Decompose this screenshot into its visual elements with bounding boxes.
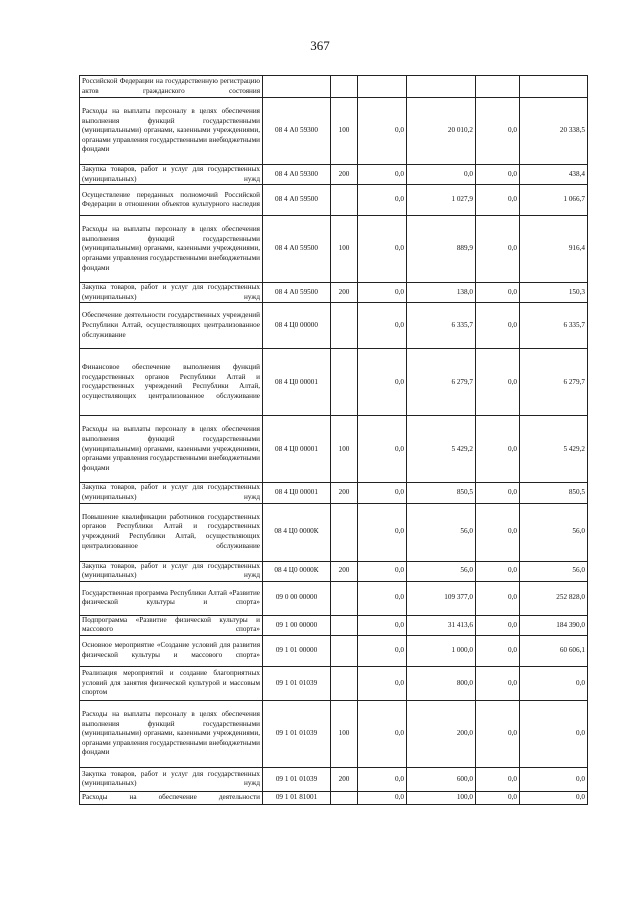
amount-cell-1: 0,0 xyxy=(358,98,407,165)
table-row xyxy=(80,483,588,503)
table-row xyxy=(80,76,588,98)
table-row xyxy=(80,98,588,165)
expense-type-cell: 100 xyxy=(331,416,358,483)
amount-cell-4: 0,0 xyxy=(520,700,588,767)
table-row xyxy=(80,581,588,615)
amount-cell-3: 0,0 xyxy=(476,216,520,283)
expense-name-cell: Расходы на выплаты персоналу в целях обеспечения выполнения функций государственными (муниципальными) органами, казенными учреждениями, органами управления государственными внебюджетными фондами xyxy=(80,98,263,165)
table-row xyxy=(80,791,588,804)
expense-name-cell: Закупка товаров, работ и услуг для государственных (муниципальных) нужд xyxy=(80,561,263,581)
expense-type-cell: 200 xyxy=(331,283,358,303)
budget-table xyxy=(79,75,588,805)
amount-cell-3: 0,0 xyxy=(476,283,520,303)
amount-cell-1: 0,0 xyxy=(358,185,407,216)
amount-cell-3: 0,0 xyxy=(476,503,520,561)
table-row xyxy=(80,216,588,283)
table-row xyxy=(80,666,588,700)
target-code-cell: 09 1 01 01039 xyxy=(263,767,331,791)
amount-cell-4: 916,4 xyxy=(520,216,588,283)
amount-cell-3: 0,0 xyxy=(476,581,520,615)
expense-name-cell: Повышение квалификации работников государственных органов Республики Алтай и государственных учреждений Республики Алтай, осуществляющих централизованное обслуживание xyxy=(80,503,263,561)
expense-type-cell xyxy=(331,791,358,804)
amount-cell-2: 6 335,7 xyxy=(407,303,476,349)
amount-cell-3: 0,0 xyxy=(476,303,520,349)
amount-cell-2: 850,5 xyxy=(407,483,476,503)
expense-type-cell: 100 xyxy=(331,700,358,767)
expense-name-cell: Государственная программа Республики Алтай «Развитие физической культуры и спорта» xyxy=(80,581,263,615)
target-code-cell: 09 1 01 01039 xyxy=(263,700,331,767)
expense-name-cell: Реализация мероприятий и создание благоприятных условий для занятия физической культурой и массовым спортом xyxy=(80,666,263,700)
expense-type-cell xyxy=(331,615,358,635)
amount-cell-1: 0,0 xyxy=(358,767,407,791)
amount-cell-3: 0,0 xyxy=(476,791,520,804)
amount-cell-2: 600,0 xyxy=(407,767,476,791)
amount-cell-2 xyxy=(407,76,476,98)
amount-cell-3: 0,0 xyxy=(476,615,520,635)
amount-cell-1 xyxy=(358,76,407,98)
amount-cell-3: 0,0 xyxy=(476,767,520,791)
amount-cell-2: 56,0 xyxy=(407,503,476,561)
expense-name-cell: Расходы на выплаты персоналу в целях обеспечения выполнения функций государственными (муниципальными) органами, казенными учреждениями, органами управления государственными внебюджетными фондами xyxy=(80,700,263,767)
amount-cell-4: 20 338,5 xyxy=(520,98,588,165)
amount-cell-4: 60 606,1 xyxy=(520,635,588,666)
target-code-cell: 08 4 Ц0 00001 xyxy=(263,349,331,416)
target-code-cell: 09 1 01 81001 xyxy=(263,791,331,804)
expense-name-cell: Обеспечение деятельности государственных учреждений Республики Алтай, осуществляющих централизованное обслуживание xyxy=(80,303,263,349)
amount-cell-4: 56,0 xyxy=(520,503,588,561)
target-code-cell: 08 4 А0 59500 xyxy=(263,216,331,283)
amount-cell-4: 850,5 xyxy=(520,483,588,503)
amount-cell-1: 0,0 xyxy=(358,503,407,561)
amount-cell-2: 20 010,2 xyxy=(407,98,476,165)
amount-cell-3: 0,0 xyxy=(476,349,520,416)
amount-cell-2: 56,0 xyxy=(407,561,476,581)
expense-type-cell xyxy=(331,303,358,349)
amount-cell-2: 138,0 xyxy=(407,283,476,303)
target-code-cell: 08 4 А0 59300 xyxy=(263,165,331,185)
expense-name-cell: Закупка товаров, работ и услуг для государственных (муниципальных) нужд xyxy=(80,767,263,791)
table-row xyxy=(80,635,588,666)
amount-cell-2: 1 027,9 xyxy=(407,185,476,216)
expense-type-cell: 200 xyxy=(331,165,358,185)
amount-cell-1: 0,0 xyxy=(358,791,407,804)
amount-cell-4: 5 429,2 xyxy=(520,416,588,483)
amount-cell-4: 1 066,7 xyxy=(520,185,588,216)
expense-name-cell: Закупка товаров, работ и услуг для государственных (муниципальных) нужд xyxy=(80,165,263,185)
target-code-cell: 09 1 00 00000 xyxy=(263,615,331,635)
table-row xyxy=(80,615,588,635)
target-code-cell: 09 1 01 01039 xyxy=(263,666,331,700)
amount-cell-4: 184 390,0 xyxy=(520,615,588,635)
amount-cell-1: 0,0 xyxy=(358,635,407,666)
target-code-cell: 08 4 Ц0 00001 xyxy=(263,416,331,483)
amount-cell-4: 252 828,0 xyxy=(520,581,588,615)
table-row xyxy=(80,349,588,416)
target-code-cell: 08 4 Ц0 00000 xyxy=(263,303,331,349)
expense-type-cell: 100 xyxy=(331,216,358,283)
amount-cell-1: 0,0 xyxy=(358,581,407,615)
amount-cell-2: 31 413,6 xyxy=(407,615,476,635)
amount-cell-3: 0,0 xyxy=(476,185,520,216)
amount-cell-3: 0,0 xyxy=(476,165,520,185)
amount-cell-4: 0,0 xyxy=(520,767,588,791)
amount-cell-1: 0,0 xyxy=(358,283,407,303)
amount-cell-1: 0,0 xyxy=(358,416,407,483)
amount-cell-2: 200,0 xyxy=(407,700,476,767)
amount-cell-2: 6 279,7 xyxy=(407,349,476,416)
amount-cell-3: 0,0 xyxy=(476,700,520,767)
expense-name-cell: Подпрограмма «Развитие физической культуры и массового спорта» xyxy=(80,615,263,635)
expense-type-cell: 200 xyxy=(331,483,358,503)
target-code-cell: 08 4 Ц0 00001 xyxy=(263,483,331,503)
expense-type-cell xyxy=(331,503,358,561)
amount-cell-4: 6 335,7 xyxy=(520,303,588,349)
page-number: 367 xyxy=(310,38,330,53)
amount-cell-2: 109 377,0 xyxy=(407,581,476,615)
amount-cell-4: 56,0 xyxy=(520,561,588,581)
table-row xyxy=(80,283,588,303)
expense-name-cell: Финансовое обеспечение выполнения функций государственных органов Республики Алтай и государственных учреждений Республики Алтай, осуществляющих централизованное обслуживание xyxy=(80,349,263,416)
expense-type-cell: 200 xyxy=(331,561,358,581)
amount-cell-4: 0,0 xyxy=(520,791,588,804)
amount-cell-3 xyxy=(476,76,520,98)
amount-cell-1: 0,0 xyxy=(358,561,407,581)
expense-type-cell xyxy=(331,76,358,98)
amount-cell-3: 0,0 xyxy=(476,416,520,483)
target-code-cell: 08 4 Ц0 0000К xyxy=(263,503,331,561)
expense-type-cell xyxy=(331,635,358,666)
amount-cell-1: 0,0 xyxy=(358,666,407,700)
expense-name-cell: Расходы на выплаты персоналу в целях обеспечения выполнения функций государственными (муниципальными) органами, казенными учреждениями, органами управления государственными внебюджетными фондами xyxy=(80,216,263,283)
amount-cell-4: 438,4 xyxy=(520,165,588,185)
target-code-cell: 08 4 А0 59500 xyxy=(263,185,331,216)
amount-cell-2: 0,0 xyxy=(407,165,476,185)
expense-name-cell: Осуществление переданных полномочий Российской Федерации в отношении объектов культурного наследия xyxy=(80,185,263,216)
target-code-cell: 08 4 А0 59300 xyxy=(263,98,331,165)
amount-cell-1: 0,0 xyxy=(358,483,407,503)
amount-cell-3: 0,0 xyxy=(476,635,520,666)
amount-cell-1: 0,0 xyxy=(358,165,407,185)
amount-cell-1: 0,0 xyxy=(358,700,407,767)
table-row xyxy=(80,416,588,483)
table-row xyxy=(80,700,588,767)
table-row xyxy=(80,561,588,581)
target-code-cell: 08 4 Ц0 0000К xyxy=(263,561,331,581)
amount-cell-2: 1 000,0 xyxy=(407,635,476,666)
table-row xyxy=(80,185,588,216)
expense-type-cell xyxy=(331,581,358,615)
expense-type-cell: 200 xyxy=(331,767,358,791)
expense-type-cell xyxy=(331,666,358,700)
amount-cell-3: 0,0 xyxy=(476,98,520,165)
expense-name-cell: Основное мероприятие «Создание условий для развития физической культуры и массового спорта» xyxy=(80,635,263,666)
amount-cell-3: 0,0 xyxy=(476,666,520,700)
expense-name-cell: Закупка товаров, работ и услуг для государственных (муниципальных) нужд xyxy=(80,483,263,503)
expense-name-cell: Расходы на выплаты персоналу в целях обеспечения выполнения функций государственными (муниципальными) органами, казенными учреждениями, органами управления государственными внебюджетными фондами xyxy=(80,416,263,483)
table-row xyxy=(80,503,588,561)
target-code-cell: 09 0 00 00000 xyxy=(263,581,331,615)
amount-cell-1: 0,0 xyxy=(358,303,407,349)
amount-cell-4: 0,0 xyxy=(520,666,588,700)
table-row xyxy=(80,303,588,349)
amount-cell-1: 0,0 xyxy=(358,349,407,416)
amount-cell-1: 0,0 xyxy=(358,216,407,283)
table-row xyxy=(80,165,588,185)
table-row xyxy=(80,767,588,791)
amount-cell-1: 0,0 xyxy=(358,615,407,635)
amount-cell-2: 100,0 xyxy=(407,791,476,804)
table-body xyxy=(80,76,588,805)
expense-type-cell xyxy=(331,349,358,416)
amount-cell-2: 800,0 xyxy=(407,666,476,700)
target-code-cell: 09 1 01 00000 xyxy=(263,635,331,666)
amount-cell-2: 5 429,2 xyxy=(407,416,476,483)
expense-type-cell: 100 xyxy=(331,98,358,165)
target-code-cell: 08 4 А0 59500 xyxy=(263,283,331,303)
expense-name-cell: Российской Федерации на государственную регистрацию актов гражданского состояния xyxy=(80,76,263,98)
amount-cell-4: 150,3 xyxy=(520,283,588,303)
expense-name-cell: Расходы на обеспечение деятельности xyxy=(80,791,263,804)
expense-type-cell xyxy=(331,185,358,216)
amount-cell-4: 6 279,7 xyxy=(520,349,588,416)
amount-cell-3: 0,0 xyxy=(476,483,520,503)
expense-name-cell: Закупка товаров, работ и услуг для государственных (муниципальных) нужд xyxy=(80,283,263,303)
amount-cell-2: 889,9 xyxy=(407,216,476,283)
amount-cell-4 xyxy=(520,76,588,98)
amount-cell-3: 0,0 xyxy=(476,561,520,581)
target-code-cell xyxy=(263,76,331,98)
